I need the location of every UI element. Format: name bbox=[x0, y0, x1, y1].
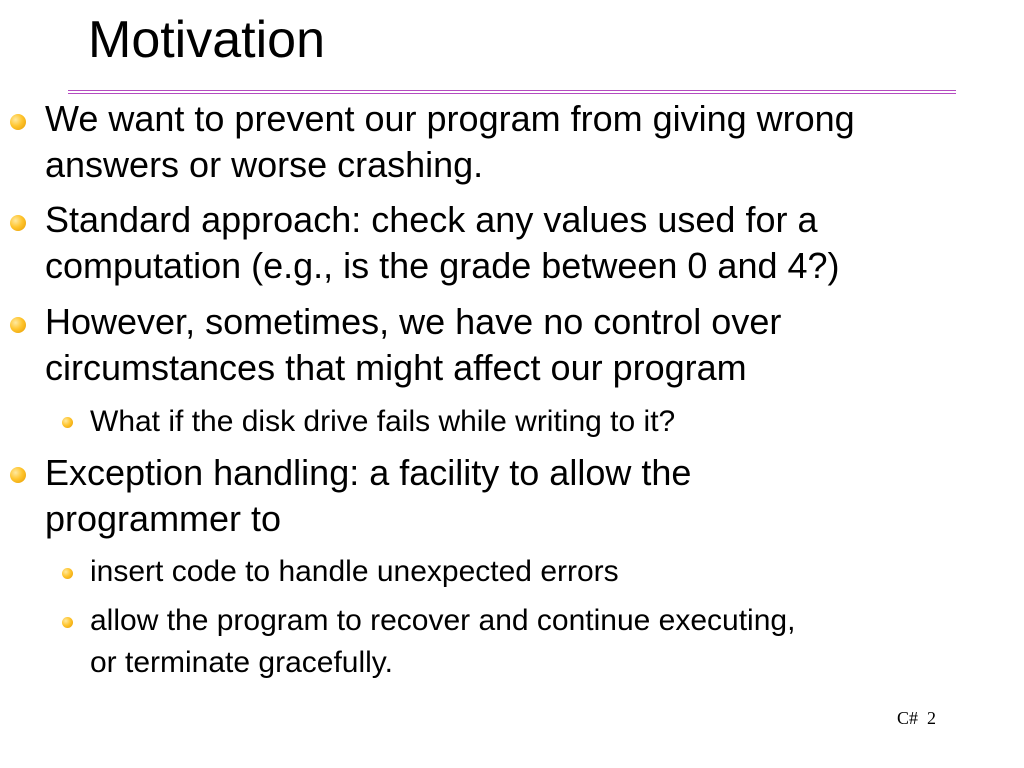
slide-title: Motivation bbox=[88, 11, 325, 69]
bullet-line: computation (e.g., is the grade between 0 and 4?) bbox=[45, 245, 840, 286]
sub-bullet-dot-icon bbox=[62, 568, 73, 579]
bullet-line: Standard approach: check any values used for a bbox=[45, 199, 818, 240]
sub-bullet-line: insert code to handle unexpected errors bbox=[90, 555, 619, 588]
bullet-line: Exception handling: a facility to allow the bbox=[45, 452, 692, 493]
sub-bullet-dot-icon bbox=[62, 617, 73, 628]
sub-bullet-line: or terminate gracefully. bbox=[90, 646, 393, 679]
title-divider bbox=[68, 90, 956, 94]
bullet-dot-icon bbox=[10, 317, 26, 333]
bullet-line: However, sometimes, we have no control over bbox=[45, 301, 782, 342]
slide-footer-page-number: C# 2 bbox=[896, 708, 936, 728]
bullet-dot-icon bbox=[10, 114, 26, 130]
bullet-dot-icon bbox=[10, 467, 26, 483]
sub-bullet-line: allow the program to recover and continue executing, bbox=[90, 604, 796, 637]
bullet-line: programmer to bbox=[45, 498, 282, 539]
sub-bullet-line: What if the disk drive fails while writing to it? bbox=[90, 405, 676, 438]
sub-bullet-dot-icon bbox=[62, 417, 73, 428]
bullet-line: circumstances that might affect our program bbox=[45, 347, 747, 388]
bullet-dot-icon bbox=[10, 215, 26, 231]
bullet-line: answers or worse crashing. bbox=[45, 144, 484, 185]
bullet-line: We want to prevent our program from giving wrong bbox=[45, 98, 855, 139]
